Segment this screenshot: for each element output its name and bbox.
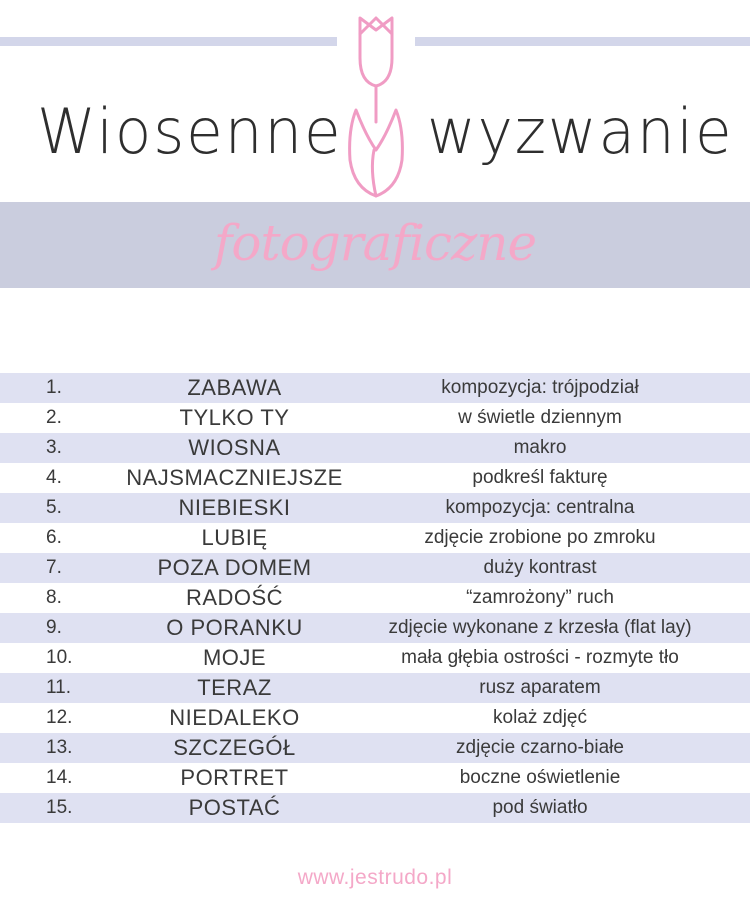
item-task: mała głębia ostrości - rozmyte tło xyxy=(401,647,679,668)
item-task: zdjęcie czarno-białe xyxy=(456,737,624,758)
item-task: kolaż zdjęć xyxy=(493,707,587,728)
item-number: 11. xyxy=(46,677,72,698)
item-theme: SZCZEGÓŁ xyxy=(173,735,296,760)
item-number: 3. xyxy=(46,437,62,458)
item-number: 14. xyxy=(46,767,73,788)
subtitle: fotograficzne xyxy=(213,214,537,272)
list-item xyxy=(0,493,750,523)
list-item xyxy=(0,463,750,493)
tulip-icon xyxy=(340,10,412,200)
challenge-list xyxy=(0,373,750,823)
item-number: 9. xyxy=(46,617,62,638)
list-item xyxy=(0,763,750,793)
list-item xyxy=(0,673,750,703)
list-item xyxy=(0,403,750,433)
item-theme: TERAZ xyxy=(197,675,272,700)
item-number: 10. xyxy=(46,647,73,668)
item-theme: PORTRET xyxy=(180,765,289,790)
item-theme: ZABAWA xyxy=(187,375,282,400)
list-item xyxy=(0,373,750,403)
list-item xyxy=(0,613,750,643)
item-task: rusz aparatem xyxy=(479,677,601,698)
list-item xyxy=(0,433,750,463)
item-task: podkreśl fakturę xyxy=(472,467,608,488)
item-number: 1. xyxy=(46,377,62,398)
item-task: w świetle dziennym xyxy=(458,407,622,428)
item-number: 15. xyxy=(46,797,73,818)
list-item xyxy=(0,703,750,733)
top-rule-left xyxy=(0,37,337,46)
list-item xyxy=(0,583,750,613)
item-task: makro xyxy=(513,437,567,458)
item-theme: MOJE xyxy=(202,645,267,670)
item-number: 2. xyxy=(46,407,62,428)
item-task: kompozycja: trójpodział xyxy=(441,377,639,398)
item-task: zdjęcie zrobione po zmroku xyxy=(424,527,656,548)
item-theme: LUBIĘ xyxy=(201,525,268,550)
item-task: pod światło xyxy=(492,797,588,818)
item-theme: O PORANKU xyxy=(166,615,303,640)
item-number: 7. xyxy=(46,557,62,578)
item-theme: NIEDALEKO xyxy=(169,705,300,730)
title-wiosenne: Wiosenne xyxy=(37,95,343,168)
item-number: 12. xyxy=(46,707,73,728)
top-rule-right xyxy=(415,37,750,46)
title-wyzwanie: wyzwanie xyxy=(427,95,734,168)
item-theme: POZA DOMEM xyxy=(157,555,312,580)
item-task: zdjęcie wykonane z krzesła (flat lay) xyxy=(388,617,692,638)
item-theme: NAJSMACZNIEJSZE xyxy=(126,465,343,490)
item-theme: NIEBIESKI xyxy=(178,495,291,520)
item-theme: WIOSNA xyxy=(188,435,281,460)
list-item xyxy=(0,733,750,763)
item-theme: RADOŚĆ xyxy=(185,585,284,610)
item-task: duży kontrast xyxy=(483,557,597,578)
item-task: boczne oświetlenie xyxy=(459,767,621,788)
list-item xyxy=(0,793,750,823)
item-theme: TYLKO TY xyxy=(179,405,290,430)
list-item xyxy=(0,523,750,553)
item-task: kompozycja: centralna xyxy=(445,497,635,518)
footer-url: www.jestrudo.pl xyxy=(297,866,453,889)
item-number: 5. xyxy=(46,497,62,518)
item-theme: POSTAĆ xyxy=(188,795,281,820)
item-number: 8. xyxy=(46,587,62,608)
item-task: “zamrożony” ruch xyxy=(466,587,614,608)
item-number: 4. xyxy=(46,467,62,488)
item-number: 6. xyxy=(46,527,62,548)
list-item xyxy=(0,553,750,583)
list-item xyxy=(0,643,750,673)
item-number: 13. xyxy=(46,737,73,758)
